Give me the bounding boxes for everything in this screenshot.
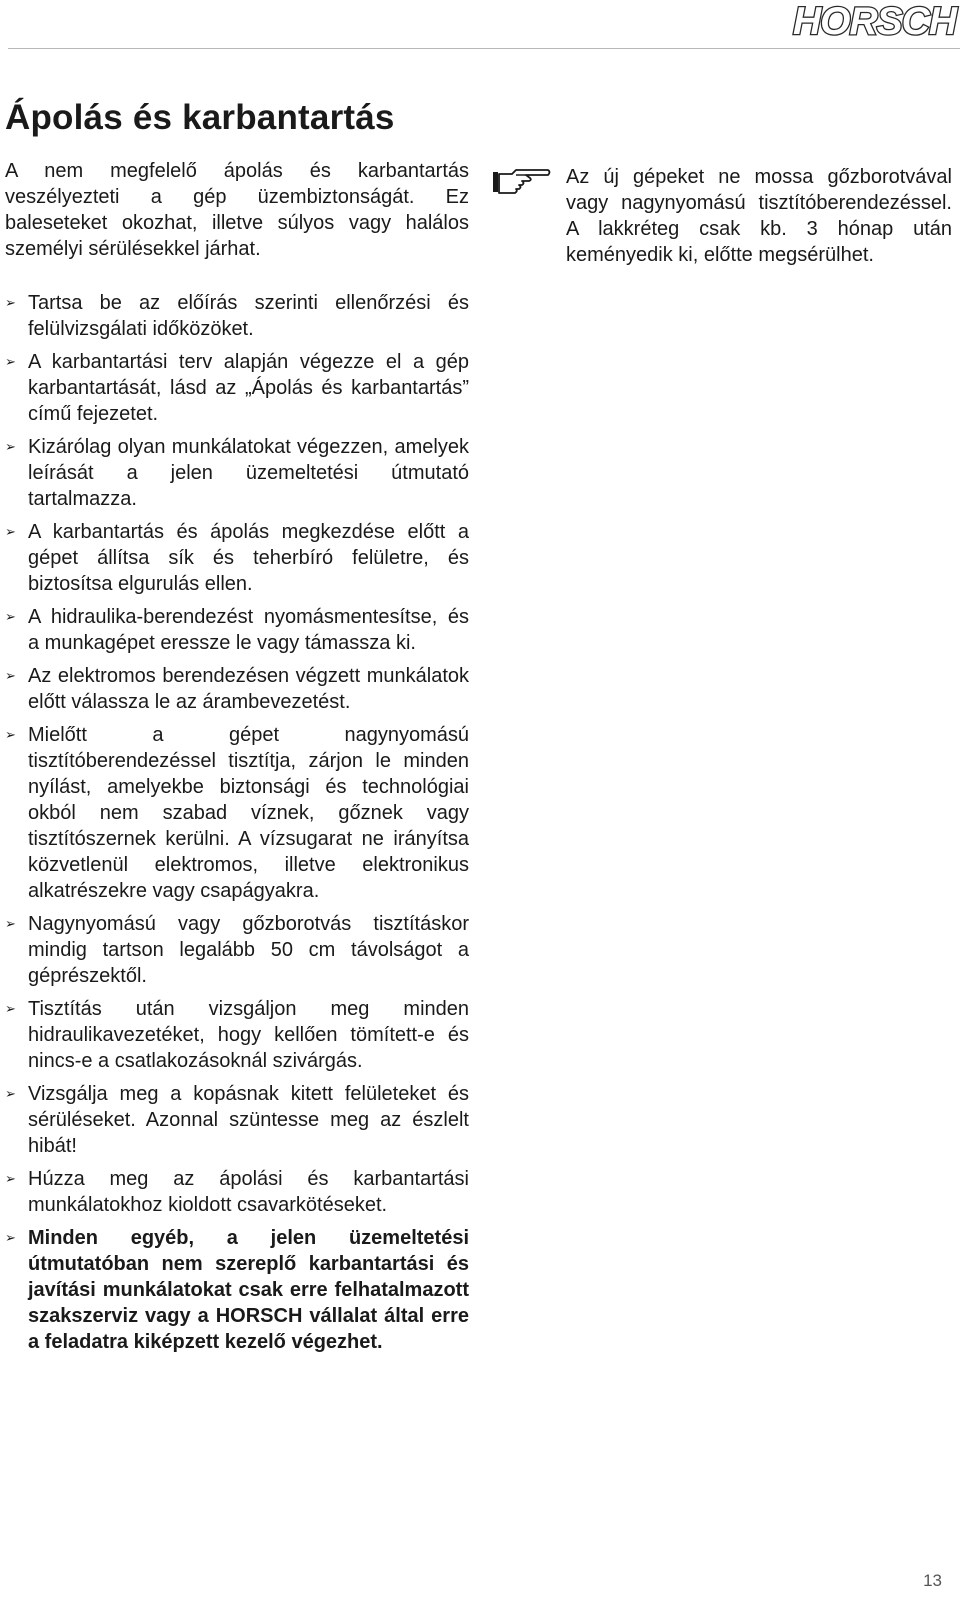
- horsch-logo: [740, 0, 960, 44]
- list-item: [5, 519, 469, 597]
- header-divider: [8, 48, 960, 49]
- arrow-bullet-icon: ➢: [5, 1171, 16, 1186]
- list-item-text: Nagynyomású vagy gőzborotvás tisztításkor mindig tartson legalább 50 cm távolságot a géprészektől.: [28, 913, 469, 987]
- list-item-emphasized: [5, 1225, 469, 1355]
- arrow-bullet-icon: ➢: [5, 524, 16, 539]
- list-item-text: A karbantartási terv alapján végezze el a gép karbantartását, lásd az „Ápolás és karbantartás” című fejezetet.: [28, 351, 469, 425]
- list-item-text: Húzza meg az ápolási és karbantartási munkálatokhoz kioldott csavarkötéseket.: [28, 1168, 469, 1216]
- page-number: 13: [923, 1571, 942, 1590]
- page-title: Ápolás és karbantartás: [5, 98, 395, 137]
- list-item: [5, 290, 469, 342]
- intro-paragraph: A nem megfelelő ápolás és karbantartás veszélyezteti a gép üzembiztonságát. Ez baleseteket okozhat, illetve súlyos vagy halálos személyi sérülésekkel járhat.: [5, 160, 469, 260]
- list-item-text: Az elektromos berendezésen végzett munkálatok előtt válassza le az árambevezetést.: [28, 665, 469, 713]
- maintenance-rules-list: [5, 290, 469, 1362]
- arrow-bullet-icon: ➢: [5, 916, 16, 931]
- list-item: [5, 911, 469, 989]
- list-item: [5, 349, 469, 427]
- list-item: [5, 996, 469, 1074]
- arrow-bullet-icon: ➢: [5, 668, 16, 683]
- list-item: [5, 1081, 469, 1159]
- arrow-bullet-icon: ➢: [5, 354, 16, 369]
- list-item: [5, 663, 469, 715]
- list-item-text: Kizárólag olyan munkálatokat végezzen, amelyek leírását a jelen üzemeltetési útmutató tartalmazza.: [28, 436, 469, 510]
- arrow-bullet-icon: ➢: [5, 1086, 16, 1101]
- pointing-hand-icon: [492, 166, 552, 198]
- list-item-text: A karbantartás és ápolás megkezdése előtt a gépet állítsa sík és teherbíró felületre, és biztosítsa elgurulás ellen.: [28, 521, 469, 595]
- logo-wordmark: HORSCH: [792, 0, 956, 43]
- arrow-bullet-icon: ➢: [5, 439, 16, 454]
- list-item-text: Tartsa be az előírás szerinti ellenőrzési és felülvizsgálati időközöket.: [28, 292, 469, 340]
- arrow-bullet-icon: ➢: [5, 609, 16, 624]
- list-item: [5, 604, 469, 656]
- list-item: [5, 722, 469, 904]
- list-item-text: Minden egyéb, a jelen üzemeltetési útmutatóban nem szereplő karbantartási és javítási munkálatokat csak erre felhatalmazott szakszerviz vagy a HORSCH vállalat által erre a feladatra kiképzett kezelő végezhet.: [28, 1227, 469, 1353]
- list-item-text: Mielőtt a gépet nagynyomású tisztítóberendezéssel tisztítja, zárjon le minden nyílást, amelyekbe biztonsági és technológiai okból nem szabad víznek, gőznek vagy tisztítószernek kerülni. A vízsugarat ne irányítsa közvetlenül elektromos, illetve elektronikus alkatrészekre vagy csapágyakra.: [28, 724, 469, 902]
- list-item-text: Vizsgálja meg a kopásnak kitett felületeket és sérüléseket. Azonnal szüntesse meg az észlelt hibát!: [28, 1083, 469, 1157]
- arrow-bullet-icon: ➢: [5, 295, 16, 310]
- arrow-bullet-icon: ➢: [5, 1230, 16, 1245]
- list-item-text: A hidraulika-berendezést nyomásmentesítse, és a munkagépet eressze le vagy támassza ki.: [28, 606, 469, 654]
- list-item-text: Tisztítás után vizsgáljon meg minden hidraulikavezetéket, hogy kellően tömített-e és nincs-e a csatlakozásoknál szivárgás.: [28, 998, 469, 1072]
- arrow-bullet-icon: ➢: [5, 1001, 16, 1016]
- list-item: [5, 434, 469, 512]
- note-text: Az új gépeket ne mossa gőzborotvával vagy nagynyomású tisztítóberendezéssel. A lakkréteg csak kb. 3 hónap után keményedik ki, előtte megsérülhet.: [566, 166, 952, 266]
- arrow-bullet-icon: ➢: [5, 727, 16, 742]
- list-item: [5, 1166, 469, 1218]
